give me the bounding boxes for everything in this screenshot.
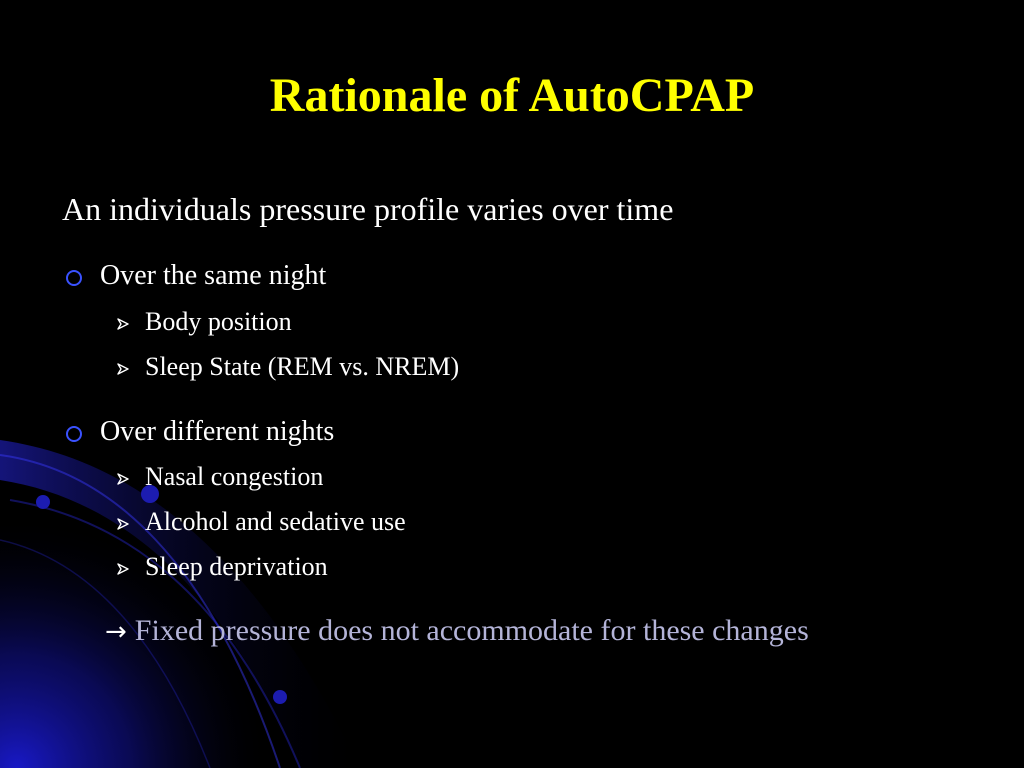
list-item-nasal-congestion: Nasal congestion: [145, 462, 324, 491]
right-arrow-icon: →: [105, 617, 127, 647]
hollow-circle-icon: [66, 426, 82, 442]
list-item-sleep-state: Sleep State (REM vs. NREM): [145, 352, 460, 381]
list-item-body-position: Body position: [145, 307, 292, 336]
arrowhead-icon: [116, 317, 130, 331]
list-item-alcohol-sedative: Alcohol and sedative use: [145, 507, 406, 536]
group-label-different-nights: Over different nights: [100, 416, 335, 447]
arrowhead-icon: [116, 517, 130, 531]
decor-dot-3: [273, 690, 287, 704]
decor-dot-1: [36, 495, 50, 509]
arrowhead-icon: [116, 472, 130, 486]
intro-text: An individuals pressure profile varies over time: [62, 191, 674, 227]
hollow-circle-icon: [66, 270, 82, 286]
list-item-sleep-deprivation: Sleep deprivation: [145, 552, 328, 581]
group-label-same-night: Over the same night: [100, 260, 327, 291]
conclusion-line: [105, 612, 809, 651]
arrowhead-icon: [116, 562, 130, 576]
conclusion-text: Fixed pressure does not accommodate for these changes: [134, 614, 809, 647]
arrowhead-icon: [116, 362, 130, 376]
slide-title: Rationale of AutoCPAP: [269, 69, 755, 122]
